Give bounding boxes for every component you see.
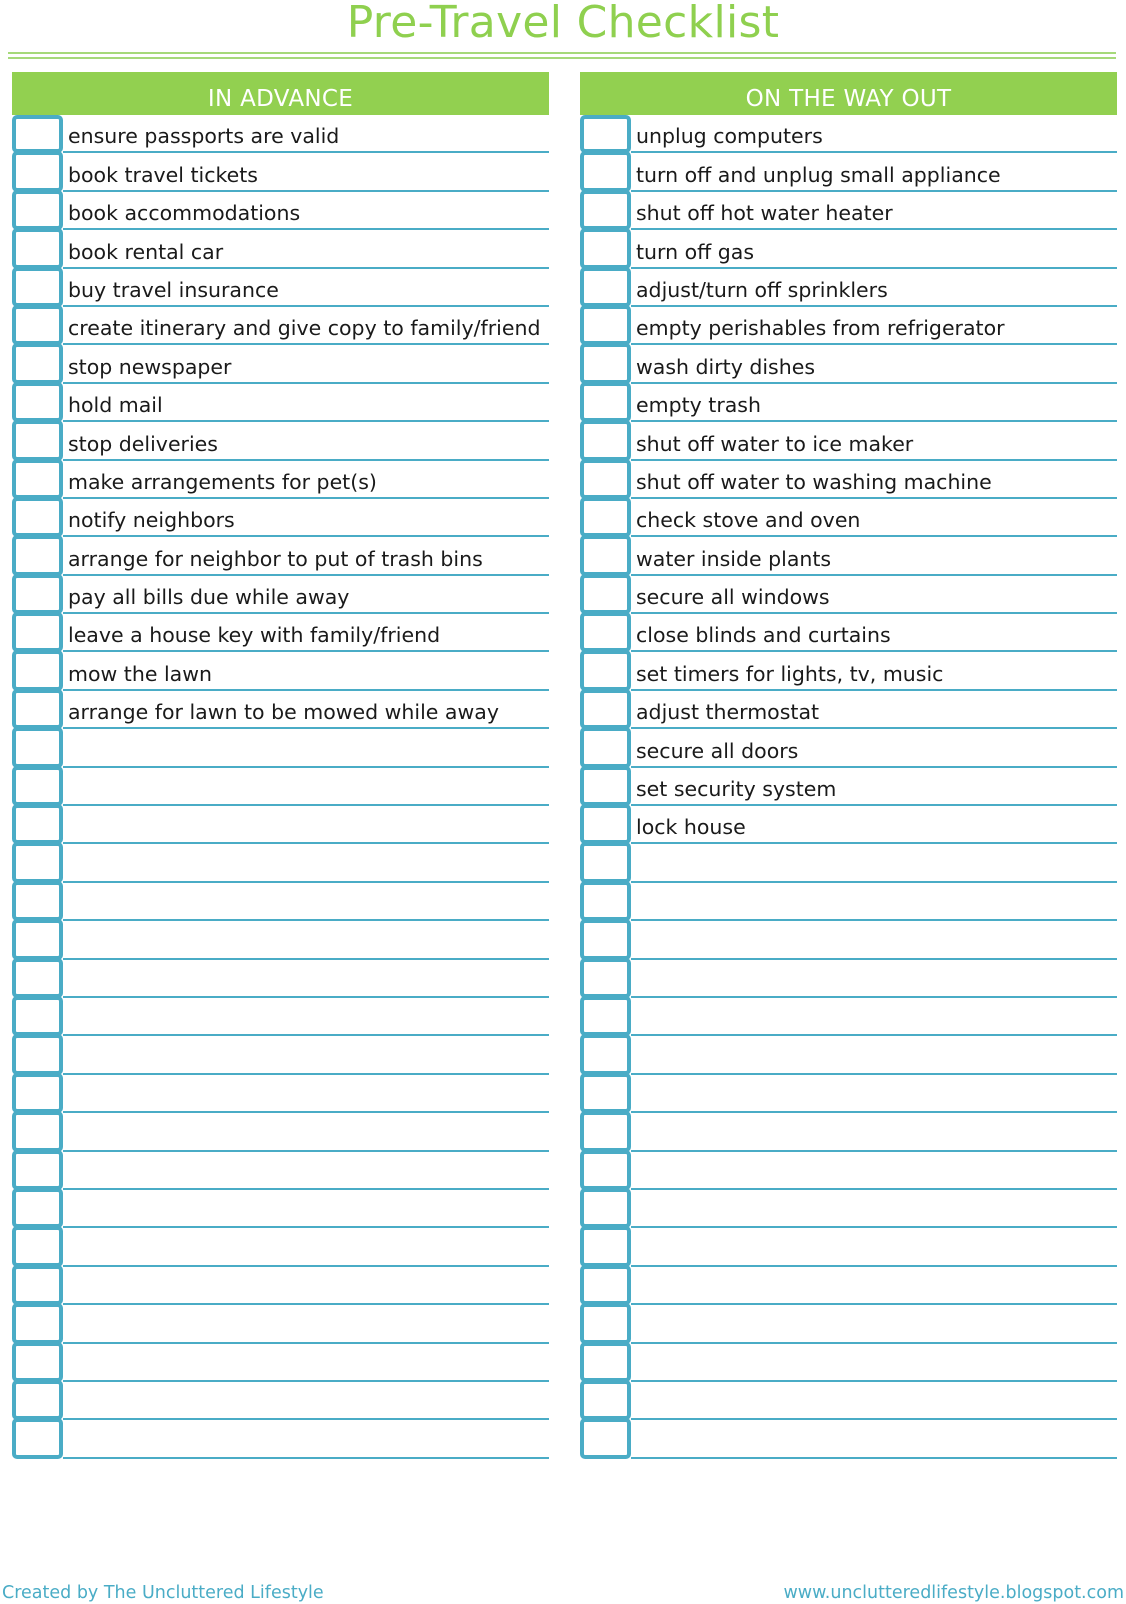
checkbox[interactable] <box>580 1380 631 1420</box>
checklist-row <box>12 1152 549 1190</box>
checkbox[interactable] <box>580 1418 631 1458</box>
checklist-row <box>580 1036 1117 1074</box>
checklist-item-label: arrange for lawn to be mowed while away <box>68 700 499 725</box>
checkbox[interactable] <box>12 842 63 882</box>
checklist-row <box>580 806 1117 844</box>
checklist-row <box>12 960 549 998</box>
checkbox[interactable] <box>12 612 63 652</box>
column-on-the-way-out <box>580 72 1117 1459</box>
checkbox[interactable] <box>12 1111 63 1151</box>
checklist-row <box>580 1190 1117 1228</box>
checklist-row <box>12 691 549 729</box>
checklist-item-label: secure all doors <box>636 738 799 763</box>
checklist-item-label: close blinds and curtains <box>636 623 891 648</box>
checkbox[interactable] <box>580 535 631 575</box>
checkbox[interactable] <box>580 1265 631 1305</box>
checklist-item-label: leave a house key with family/friend <box>68 623 441 648</box>
checklist-item-label: adjust/turn off sprinklers <box>636 277 888 302</box>
checklist-row <box>12 998 549 1036</box>
checkbox[interactable] <box>12 804 63 844</box>
checklist-row <box>12 115 549 153</box>
checkbox[interactable] <box>12 650 63 690</box>
checklist-row <box>580 384 1117 422</box>
checklist-item-label: empty trash <box>636 393 761 418</box>
checklist-item-label: set timers for lights, tv, music <box>636 661 944 686</box>
checklist-row <box>580 1382 1117 1420</box>
checkbox[interactable] <box>12 1034 63 1074</box>
checkbox[interactable] <box>12 1265 63 1305</box>
checklist-row <box>12 729 549 767</box>
checkbox[interactable] <box>12 1188 63 1228</box>
checklist-row <box>580 499 1117 537</box>
checklist-item-label: turn off and unplug small appliance <box>636 162 1001 187</box>
write-line <box>63 1457 549 1459</box>
checklist-row <box>580 345 1117 383</box>
checklist-row <box>580 652 1117 690</box>
checklist-item-label: water inside plants <box>636 546 832 571</box>
checklist-row <box>580 998 1117 1036</box>
checklist-row <box>580 768 1117 806</box>
checkbox[interactable] <box>12 343 63 383</box>
checklist-item-label: book accommodations <box>68 201 301 226</box>
checkbox[interactable] <box>12 420 63 460</box>
checklist-row <box>580 230 1117 268</box>
checklist-item-label: shut off hot water heater <box>636 201 893 226</box>
checklist-item-label: create itinerary and give copy to family/friend <box>68 316 541 341</box>
checklist <box>580 115 1117 1459</box>
checkbox[interactable] <box>580 151 631 191</box>
checkbox[interactable] <box>580 689 631 729</box>
checkbox[interactable] <box>12 190 63 230</box>
checklist-item-label: lock house <box>636 815 746 840</box>
checklist-row <box>12 576 549 614</box>
checklist-item-label: buy travel insurance <box>68 277 279 302</box>
checkbox[interactable] <box>580 919 631 959</box>
checklist-row <box>12 883 549 921</box>
checkbox[interactable] <box>580 996 631 1036</box>
checklist-item-label: adjust thermostat <box>636 700 820 725</box>
checklist-row <box>580 844 1117 882</box>
checkbox[interactable] <box>580 459 631 499</box>
checklist-row <box>12 499 549 537</box>
checklist-row <box>580 576 1117 614</box>
checklist-row <box>12 806 549 844</box>
checkbox[interactable] <box>580 1150 631 1190</box>
checkbox[interactable] <box>580 727 631 767</box>
checkbox[interactable] <box>580 804 631 844</box>
checkbox[interactable] <box>580 1111 631 1151</box>
checklist-row <box>12 1036 549 1074</box>
checkbox[interactable] <box>12 115 63 153</box>
checklist-item-label: hold mail <box>68 393 163 418</box>
checklist-item-label: set security system <box>636 777 837 802</box>
checkbox[interactable] <box>580 228 631 268</box>
checkbox[interactable] <box>580 650 631 690</box>
checklist-row <box>12 230 549 268</box>
checkbox[interactable] <box>12 267 63 307</box>
checkbox[interactable] <box>580 382 631 422</box>
footer-credit: Created by The Uncluttered Lifestyle <box>2 1583 324 1603</box>
checklist-row <box>12 1382 549 1420</box>
checklist-item-label: check stove and oven <box>636 508 861 533</box>
checklist-row <box>580 614 1117 652</box>
checklist-row <box>580 1267 1117 1305</box>
checklist-item-label: empty perishables from refrigerator <box>636 316 1005 341</box>
checkbox[interactable] <box>580 574 631 614</box>
checklist-row <box>580 921 1117 959</box>
checklist-item-label: stop deliveries <box>68 431 218 456</box>
checklist-row <box>12 1344 549 1382</box>
checkbox[interactable] <box>12 727 63 767</box>
checklist-row <box>12 384 549 422</box>
checkbox[interactable] <box>580 766 631 806</box>
checkbox[interactable] <box>12 1073 63 1113</box>
checkbox[interactable] <box>12 459 63 499</box>
checkbox[interactable] <box>12 1226 63 1266</box>
checkbox[interactable] <box>580 1303 631 1343</box>
checkbox[interactable] <box>580 497 631 537</box>
checklist-row <box>12 153 549 191</box>
checklist-row <box>580 729 1117 767</box>
checklist-row <box>580 1305 1117 1343</box>
checkbox[interactable] <box>12 574 63 614</box>
checklist-row <box>580 960 1117 998</box>
checklist-row <box>12 1190 549 1228</box>
checklist-row <box>12 1113 549 1151</box>
checkbox[interactable] <box>12 1303 63 1343</box>
write-line <box>631 1457 1117 1459</box>
checkbox[interactable] <box>580 1342 631 1382</box>
checklist-row <box>12 614 549 652</box>
checklist-row <box>580 192 1117 230</box>
checklist-row <box>580 1075 1117 1113</box>
checklist-row <box>580 153 1117 191</box>
checklist-row <box>12 192 549 230</box>
column-in-advance <box>12 72 549 1459</box>
checkbox[interactable] <box>580 842 631 882</box>
checklist-item-label: book rental car <box>68 239 224 264</box>
checkbox[interactable] <box>12 535 63 575</box>
checklist-row <box>580 461 1117 499</box>
checklist-row <box>12 345 549 383</box>
checklist-row <box>12 422 549 460</box>
checklist-item-label: turn off gas <box>636 239 755 264</box>
checkbox[interactable] <box>580 881 631 921</box>
checkbox[interactable] <box>580 305 631 345</box>
checklist-row <box>580 691 1117 729</box>
page-title: Pre-Travel Checklist <box>346 0 780 48</box>
checkbox[interactable] <box>12 382 63 422</box>
checkbox[interactable] <box>580 190 631 230</box>
checklist-row <box>12 1420 549 1458</box>
checkbox[interactable] <box>580 1073 631 1113</box>
checkbox[interactable] <box>580 1188 631 1228</box>
checklist-row <box>580 269 1117 307</box>
checklist-row <box>580 307 1117 345</box>
checkbox[interactable] <box>12 1342 63 1382</box>
checklist-item-label: shut off water to washing machine <box>636 469 992 494</box>
checklist-item-label: stop newspaper <box>68 354 232 379</box>
checklist-row <box>12 307 549 345</box>
checklist-row <box>12 1075 549 1113</box>
checklist <box>12 115 549 1459</box>
checklist-row <box>580 1228 1117 1266</box>
title-divider-top <box>8 52 1116 54</box>
checklist-row <box>580 883 1117 921</box>
checkbox[interactable] <box>580 1226 631 1266</box>
checkbox[interactable] <box>12 881 63 921</box>
checklist-row <box>12 537 549 575</box>
checklist-row <box>580 422 1117 460</box>
checkbox[interactable] <box>580 115 631 153</box>
checklist-row <box>12 461 549 499</box>
checklist-row <box>580 1152 1117 1190</box>
checkbox[interactable] <box>12 996 63 1036</box>
checklist-row <box>12 1267 549 1305</box>
checkbox[interactable] <box>580 267 631 307</box>
checkbox[interactable] <box>12 305 63 345</box>
checkbox[interactable] <box>12 1380 63 1420</box>
checklist-item-label: book travel tickets <box>68 162 258 187</box>
checklist-row <box>12 921 549 959</box>
checklist-row <box>580 115 1117 153</box>
checklist-item-label: notify neighbors <box>68 508 235 533</box>
checkbox[interactable] <box>580 1034 631 1074</box>
checklist-item-label: secure all windows <box>636 585 830 610</box>
checklist-item-label: shut off water to ice maker <box>636 431 914 456</box>
checkbox[interactable] <box>12 766 63 806</box>
checklist-item-label: pay all bills due while away <box>68 585 350 610</box>
checklist-row <box>580 537 1117 575</box>
checkbox[interactable] <box>12 958 63 998</box>
checklist-item-label: unplug computers <box>636 124 823 149</box>
checkbox[interactable] <box>12 689 63 729</box>
checklist-item-label: mow the lawn <box>68 661 212 686</box>
checkbox[interactable] <box>580 612 631 652</box>
column-header: IN ADVANCE <box>12 72 549 115</box>
checklist-row <box>12 1228 549 1266</box>
checkbox[interactable] <box>12 151 63 191</box>
checklist-row <box>12 269 549 307</box>
checkbox[interactable] <box>12 497 63 537</box>
checkbox[interactable] <box>12 1418 63 1458</box>
checkbox[interactable] <box>12 919 63 959</box>
checklist-row <box>12 844 549 882</box>
title-divider-bottom <box>8 57 1116 59</box>
checkbox[interactable] <box>580 958 631 998</box>
checklist-item-label: make arrangements for pet(s) <box>68 469 377 494</box>
checklist-row <box>12 1305 549 1343</box>
checkbox[interactable] <box>12 228 63 268</box>
checklist-row <box>580 1344 1117 1382</box>
checklist-item-label: wash dirty dishes <box>636 354 816 379</box>
footer-website: www.unclutteredlifestyle.blogspot.com <box>783 1583 1124 1603</box>
checklist-row <box>580 1420 1117 1458</box>
checkbox[interactable] <box>580 420 631 460</box>
checkbox[interactable] <box>580 343 631 383</box>
checklist-row <box>12 652 549 690</box>
checklist-row <box>12 768 549 806</box>
checklist-item-label: arrange for neighbor to put of trash bins <box>68 546 483 571</box>
checkbox[interactable] <box>12 1150 63 1190</box>
checklist-row <box>580 1113 1117 1151</box>
column-header: ON THE WAY OUT <box>580 72 1117 115</box>
checklist-item-label: ensure passports are valid <box>68 124 340 149</box>
